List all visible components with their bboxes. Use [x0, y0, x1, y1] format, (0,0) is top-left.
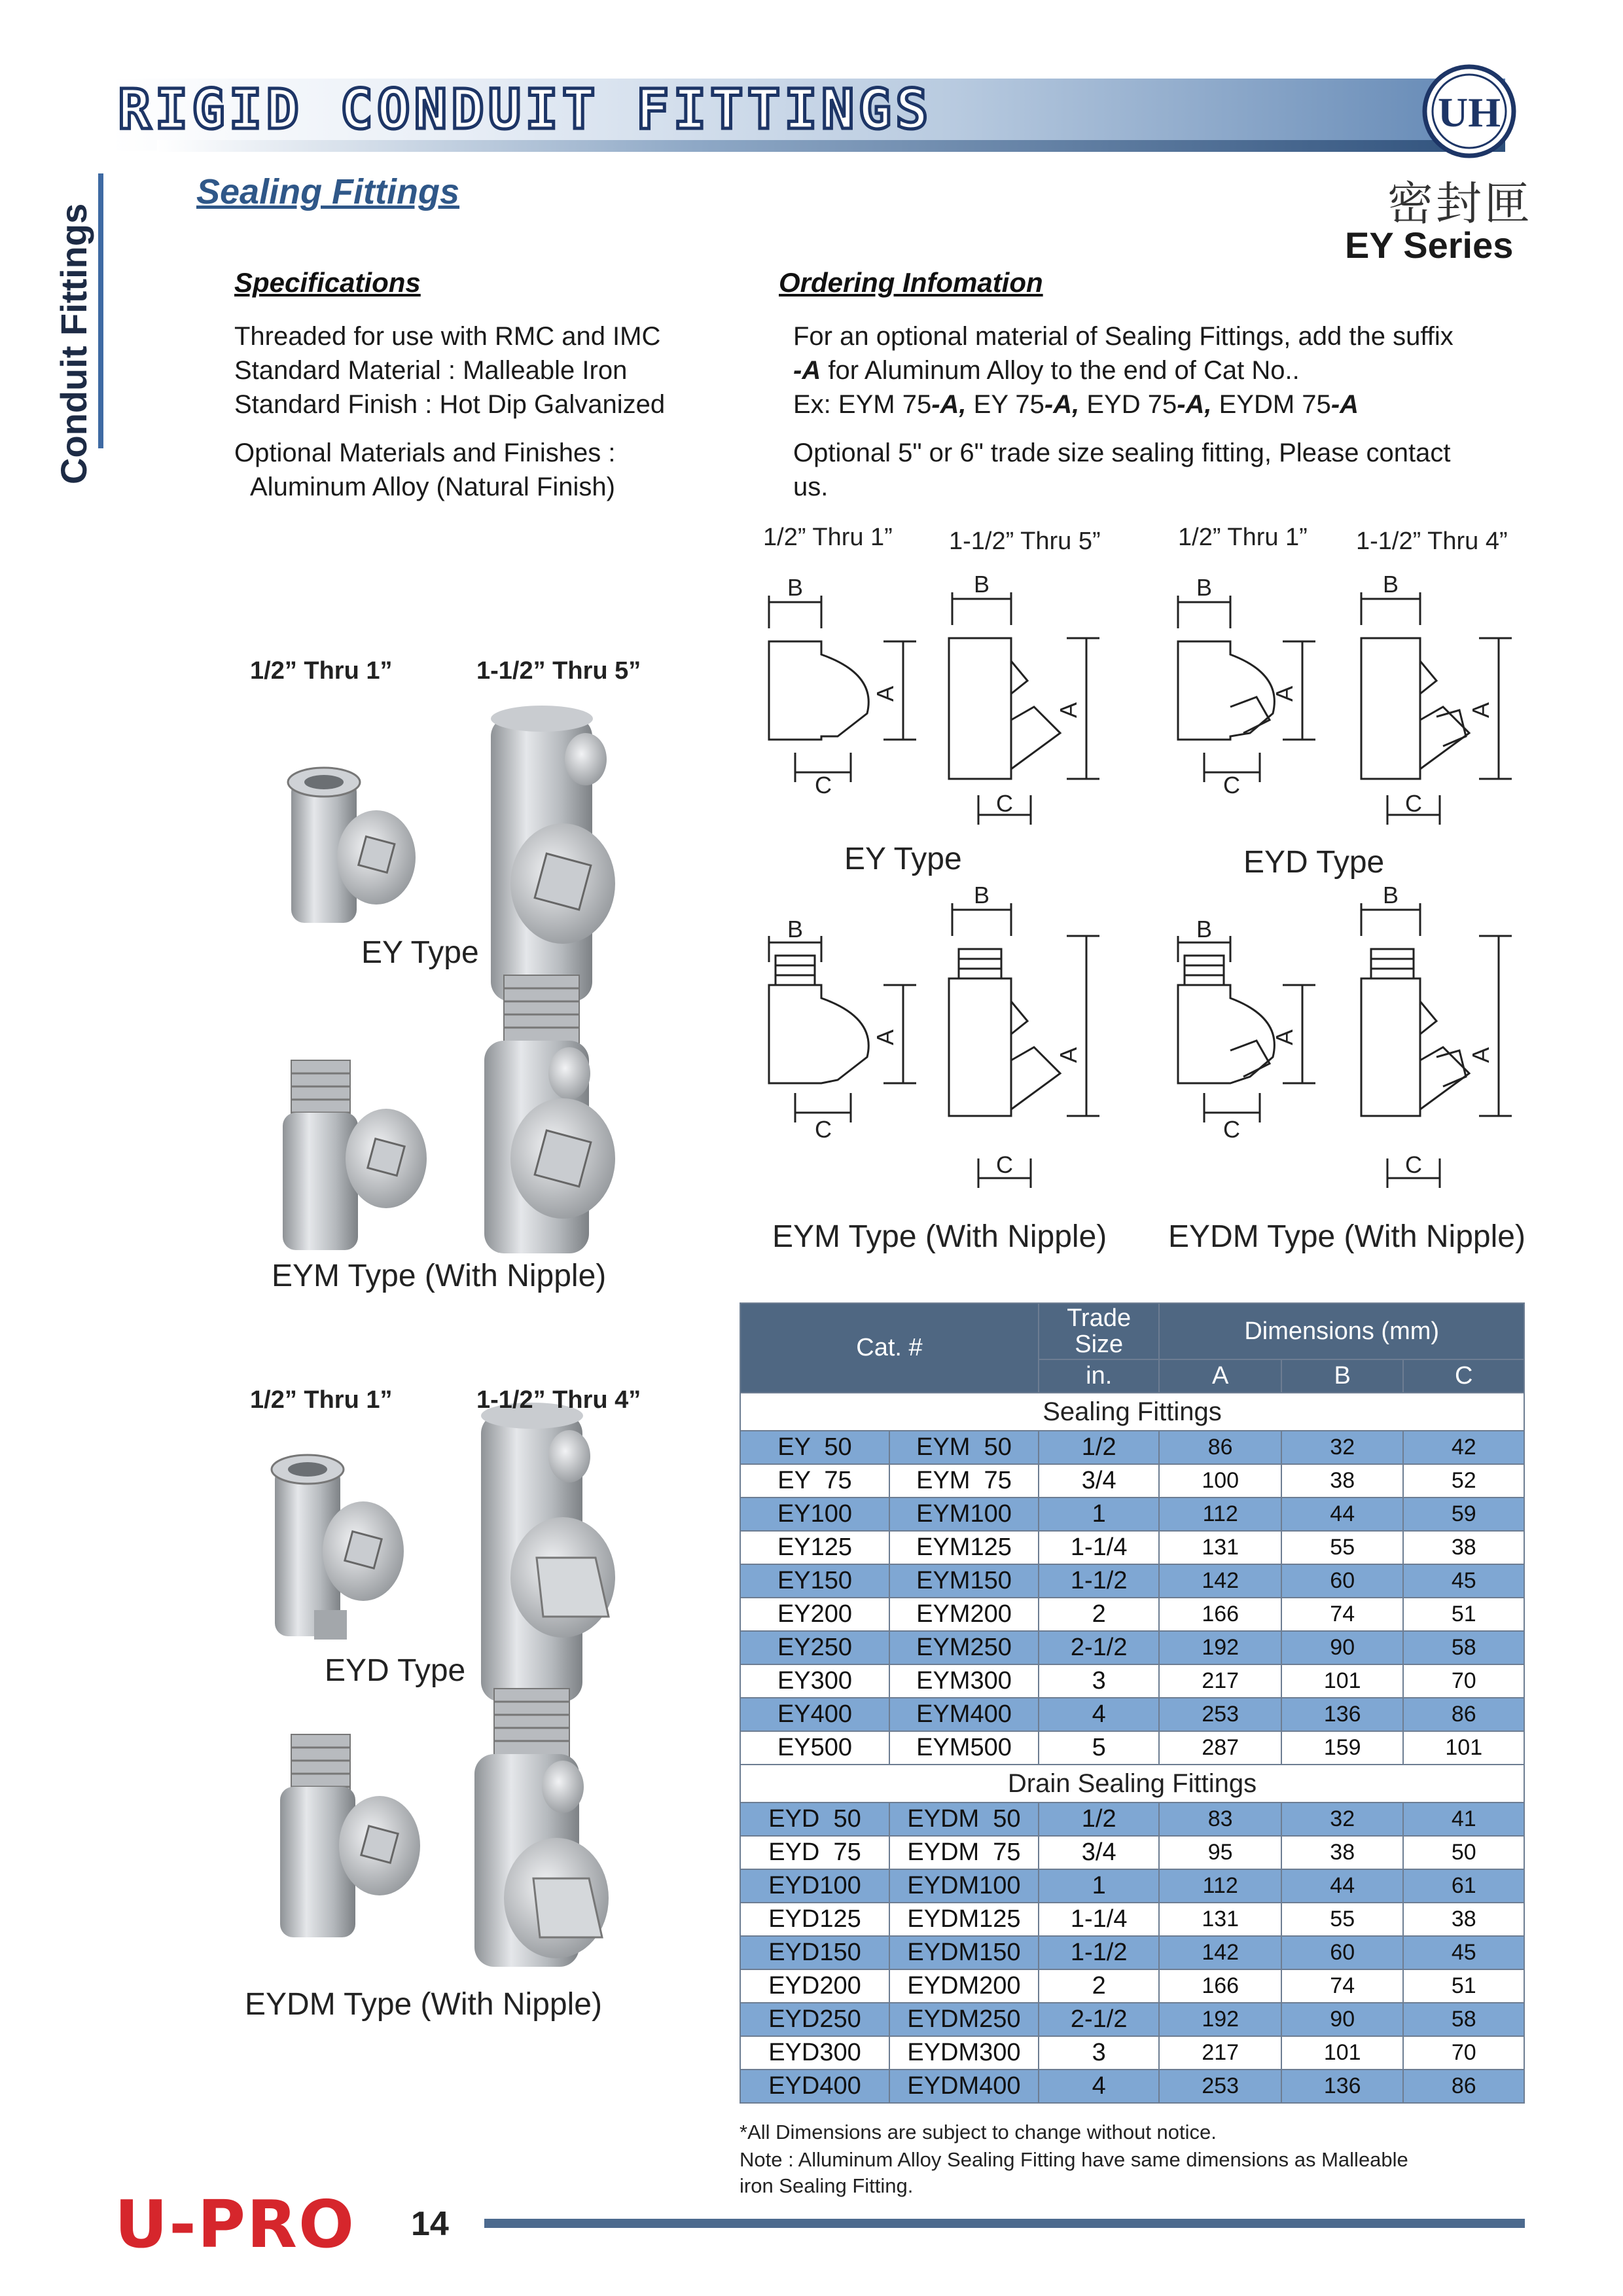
trade-size: 1-1/4 [1039, 1531, 1159, 1564]
dim-a-value: 131 [1159, 1903, 1281, 1936]
suffix-code: -A [793, 356, 821, 385]
dim-b-value: 44 [1281, 1869, 1404, 1903]
dim-c-value: 51 [1403, 1969, 1524, 2003]
trade-size: 4 [1039, 1698, 1159, 1731]
diagram-range-small: 1/2” Thru 1” [763, 524, 893, 551]
dim-a-value: 192 [1159, 2003, 1281, 2036]
dim-c-value: 45 [1403, 1936, 1524, 1969]
dim-b-value: 38 [1281, 1464, 1404, 1498]
dim-c: C [815, 772, 832, 798]
table-row [740, 1564, 1524, 1598]
dim-b: B [1196, 916, 1213, 942]
dim-a: A [1271, 685, 1298, 702]
example-suffix: -A, [931, 390, 967, 419]
cat-number: EY100 [740, 1498, 889, 1531]
cat-number-nipple: EYM200 [889, 1598, 1039, 1631]
photo-eyd-large [481, 1403, 615, 1702]
trade-size: 2 [1039, 1969, 1159, 2003]
dim-c-value: 59 [1403, 1498, 1524, 1531]
table-row [740, 2036, 1524, 2070]
dim-b-value: 55 [1281, 1903, 1404, 1936]
cat-number: EYD200 [740, 1969, 889, 2003]
cat-number: EY200 [740, 1598, 889, 1631]
photo-ey-large [491, 706, 615, 1001]
dim-a-value: 253 [1159, 1698, 1281, 1731]
dim-c-value: 86 [1403, 2070, 1524, 2103]
spec-optional-title: Optional Materials and Finishes : [234, 439, 616, 467]
dim-b-value: 74 [1281, 1598, 1404, 1631]
dim-c-value: 38 [1403, 1903, 1524, 1936]
chinese-title: 密封匣 [1387, 177, 1533, 230]
dim-b-value: 44 [1281, 1498, 1404, 1531]
trade-size: 1/2 [1039, 1803, 1159, 1836]
dim-a: A [1467, 702, 1494, 719]
trade-size: 1-1/2 [1039, 1936, 1159, 1969]
ordering-title: Ordering Infomation [779, 267, 1043, 298]
dim-b: B [973, 571, 990, 598]
example-suffix: -A, [1177, 390, 1212, 419]
dim-a: A [872, 685, 899, 702]
trade-size: 1 [1039, 1498, 1159, 1531]
table-row [740, 2070, 1524, 2103]
photo-eyd-small [272, 1455, 404, 1640]
photo-range-small: 1/2” Thru 1” [250, 657, 393, 685]
dim-b-value: 38 [1281, 1836, 1404, 1869]
col-a-header: A [1159, 1359, 1281, 1393]
dim-c-value: 58 [1403, 2003, 1524, 2036]
suffix-desc: for Aluminum Alloy to the end of Cat No.. [821, 356, 1300, 385]
dim-a-value: 86 [1159, 1431, 1281, 1464]
dim-c-value: 50 [1403, 1836, 1524, 1869]
dimensions-table [740, 1302, 1525, 2104]
dim-a-value: 142 [1159, 1564, 1281, 1598]
cat-number: EYD 50 [740, 1803, 889, 1836]
dim-c-value: 61 [1403, 1869, 1524, 1903]
dim-a: A [1055, 1047, 1082, 1064]
cat-number: EY500 [740, 1731, 889, 1765]
col-c-header: C [1403, 1359, 1524, 1393]
table-row [740, 1803, 1524, 1836]
trade-size: 2 [1039, 1598, 1159, 1631]
dim-a-value: 287 [1159, 1731, 1281, 1765]
table-row [740, 1664, 1524, 1698]
diagram-eym-small [769, 936, 916, 1122]
photo-range-small: 1/2” Thru 1” [250, 1386, 393, 1414]
diagram-range-large: 1-1/2” Thru 5” [949, 528, 1101, 555]
dim-a: A [872, 1029, 899, 1046]
trade-size: 3/4 [1039, 1836, 1159, 1869]
example-cat: EY 75 [966, 390, 1044, 419]
page-number: 14 [411, 2205, 449, 2243]
trade-size: 2-1/2 [1039, 1631, 1159, 1664]
cat-number-nipple: EYM400 [889, 1698, 1039, 1731]
footer-logo: U-PRO [115, 2186, 356, 2263]
cat-number: EYD250 [740, 2003, 889, 2036]
dim-c: C [1405, 1151, 1422, 1178]
table-row [740, 1836, 1524, 1869]
trade-size-header [1039, 1303, 1159, 1359]
cat-number-nipple: EYDM400 [889, 2070, 1039, 2103]
spec-line: Standard Material : Malleable Iron [234, 356, 628, 385]
unit-header: in. [1039, 1359, 1159, 1393]
photo-eyd-type-label: EYD Type [325, 1653, 466, 1688]
dim-a-value: 217 [1159, 2036, 1281, 2070]
table-row [740, 1936, 1524, 1969]
dim-b-value: 32 [1281, 1803, 1404, 1836]
cat-number: EY125 [740, 1531, 889, 1564]
photo-eym-small [283, 1060, 427, 1250]
dim-a-value: 100 [1159, 1464, 1281, 1498]
trade-size: 3 [1039, 2036, 1159, 2070]
dim-c-value: 42 [1403, 1431, 1524, 1464]
footnote-disclaimer: *All Dimensions are subject to change without notice. [740, 2121, 1217, 2144]
cat-number-nipple: EYDM300 [889, 2036, 1039, 2070]
dim-c-value: 41 [1403, 1803, 1524, 1836]
trade-size: 1 [1039, 1869, 1159, 1903]
cat-number: EYD300 [740, 2036, 889, 2070]
trade-size: 2-1/2 [1039, 2003, 1159, 2036]
diagram-eydm-small [1178, 936, 1315, 1122]
dim-b-value: 136 [1281, 1698, 1404, 1731]
cat-number: EYD150 [740, 1936, 889, 1969]
drain-section [740, 1765, 1524, 2103]
cat-number: EY250 [740, 1631, 889, 1664]
diagram-eym-large [949, 903, 1099, 1188]
table-row [740, 1431, 1524, 1464]
dim-c-value: 51 [1403, 1598, 1524, 1631]
table-row [740, 1903, 1524, 1936]
table-row [740, 1969, 1524, 2003]
brand-mark-text: UH [1438, 89, 1501, 135]
cat-number: EY300 [740, 1664, 889, 1698]
dim-a: A [1467, 1047, 1494, 1064]
cat-number-nipple: EYM500 [889, 1731, 1039, 1765]
cat-number-nipple: EYM 50 [889, 1431, 1039, 1464]
section-row [740, 1765, 1524, 1803]
dim-b-value: 55 [1281, 1531, 1404, 1564]
dim-a-value: 142 [1159, 1936, 1281, 1969]
dim-b-value: 60 [1281, 1564, 1404, 1598]
dim-c-value: 52 [1403, 1464, 1524, 1498]
section-title: Sealing Fittings [196, 172, 460, 211]
dim-a: A [1271, 1029, 1298, 1046]
photo-eym-large [484, 975, 615, 1253]
dim-c: C [1223, 772, 1240, 798]
cat-number-nipple: EYDM100 [889, 1869, 1039, 1903]
table-row [740, 1731, 1524, 1765]
cat-number-nipple: EYDM200 [889, 1969, 1039, 2003]
cat-number: EYD100 [740, 1869, 889, 1903]
dim-a-value: 166 [1159, 1969, 1281, 2003]
footnote-note: Note : Alluminum Alloy Sealing Fitting have same dimensions as Malleable [740, 2148, 1408, 2171]
diagram-range-small: 1/2” Thru 1” [1178, 524, 1308, 551]
technical-drawings [769, 592, 1512, 1188]
cat-number: EY150 [740, 1564, 889, 1598]
cat-header: Cat. # [740, 1303, 1039, 1393]
dim-a-value: 217 [1159, 1664, 1281, 1698]
table-row [740, 1631, 1524, 1664]
dim-b: B [787, 916, 804, 942]
dim-c: C [996, 790, 1013, 817]
table-row [740, 1598, 1524, 1631]
ordering-optional-2: us. [793, 473, 829, 501]
dim-b-value: 60 [1281, 1936, 1404, 1969]
dim-c-value: 38 [1403, 1531, 1524, 1564]
trade-size: 1-1/4 [1039, 1903, 1159, 1936]
table-row [740, 1698, 1524, 1731]
trade-size: 1/2 [1039, 1431, 1159, 1464]
cat-number-nipple: EYDM 75 [889, 1836, 1039, 1869]
diagram-eym-type-label: EYM Type (With Nipple) [772, 1219, 1107, 1254]
example-prefix: Ex: [793, 390, 838, 419]
cat-number-nipple: EYM150 [889, 1564, 1039, 1598]
specifications-title: Specifications [234, 267, 421, 298]
table-row [740, 2003, 1524, 2036]
cat-number-nipple: EYDM125 [889, 1903, 1039, 1936]
dim-c: C [996, 1151, 1013, 1178]
cat-number-nipple: EYM 75 [889, 1464, 1039, 1498]
cat-number-nipple: EYDM 50 [889, 1803, 1039, 1836]
trade-size: 1-1/2 [1039, 1564, 1159, 1598]
dim-b-value: 101 [1281, 1664, 1404, 1698]
dim-b-value: 159 [1281, 1731, 1404, 1765]
example-cat: EYD 75 [1079, 390, 1177, 419]
dim-c-value: 58 [1403, 1631, 1524, 1664]
dim-a-value: 192 [1159, 1631, 1281, 1664]
cat-number: EY 50 [740, 1431, 889, 1464]
ordering-optional: Optional 5" or 6" trade size sealing fitting, Please contact [793, 439, 1451, 467]
table-row [740, 1498, 1524, 1531]
dim-b-value: 101 [1281, 2036, 1404, 2070]
footnote-note-cont: iron Sealing Fitting. [740, 2174, 914, 2197]
table-row [740, 1464, 1524, 1498]
dim-a-value: 83 [1159, 1803, 1281, 1836]
photo-eydm-small [280, 1734, 420, 1937]
photo-ey-small [288, 768, 416, 923]
dim-a-value: 131 [1159, 1531, 1281, 1564]
cat-number: EYD125 [740, 1903, 889, 1936]
diagram-eydm-type-label: EYDM Type (With Nipple) [1168, 1219, 1525, 1254]
photo-ey-type-label: EY Type [361, 935, 479, 970]
cat-number-nipple: EYM300 [889, 1664, 1039, 1698]
cat-number: EY400 [740, 1698, 889, 1731]
diagram-range-large: 1-1/2” Thru 4” [1356, 528, 1508, 555]
dim-b: B [787, 574, 804, 601]
example-suffix: -A [1330, 390, 1359, 419]
cat-number: EY 75 [740, 1464, 889, 1498]
dim-a-value: 253 [1159, 2070, 1281, 2103]
sealing-section [740, 1393, 1524, 1765]
example-cat: EYDM 75 [1211, 390, 1331, 419]
trade-size: 3/4 [1039, 1464, 1159, 1498]
dim-b-value: 32 [1281, 1431, 1404, 1464]
dim-c-value: 70 [1403, 2036, 1524, 2070]
dim-b-value: 90 [1281, 2003, 1404, 2036]
trade-size-text: Trade Size [1067, 1304, 1132, 1358]
side-label: Conduit Fittings [53, 203, 94, 484]
dim-a: A [1055, 702, 1082, 719]
ordering-line: For an optional material of Sealing Fittings, add the suffix [793, 322, 1454, 351]
dim-c: C [815, 1116, 832, 1143]
cat-number: EYD 75 [740, 1836, 889, 1869]
table-row [740, 1869, 1524, 1903]
dim-a-value: 95 [1159, 1836, 1281, 1869]
dim-a-value: 166 [1159, 1598, 1281, 1631]
dim-a-value: 112 [1159, 1498, 1281, 1531]
cat-number: EYD400 [740, 2070, 889, 2103]
trade-size: 3 [1039, 1664, 1159, 1698]
series-title: EY Series [1345, 224, 1514, 266]
example-cat: EYM 75 [838, 390, 932, 419]
table-row [740, 1531, 1524, 1564]
sealing-section-title: Sealing Fittings [740, 1393, 1524, 1431]
dim-b: B [973, 882, 990, 908]
cat-number-nipple: EYDM250 [889, 2003, 1039, 2036]
photo-eydm-type-label: EYDM Type (With Nipple) [245, 1987, 602, 2022]
trade-size: 4 [1039, 2070, 1159, 2103]
col-b-header: B [1281, 1359, 1404, 1393]
cat-number-nipple: EYM250 [889, 1631, 1039, 1664]
dim-b-value: 90 [1281, 1631, 1404, 1664]
dim-b: B [1196, 574, 1213, 601]
cat-number-nipple: EYM125 [889, 1531, 1039, 1564]
dim-c-value: 86 [1403, 1698, 1524, 1731]
cat-number-nipple: EYDM150 [889, 1936, 1039, 1969]
section-row [740, 1393, 1524, 1431]
dim-c-value: 45 [1403, 1564, 1524, 1598]
dim-c-value: 70 [1403, 1664, 1524, 1698]
spec-line: Threaded for use with RMC and IMC [234, 322, 661, 351]
photo-range-large: 1-1/2” Thru 5” [476, 657, 641, 685]
spec-optional-value: Aluminum Alloy (Natural Finish) [250, 473, 615, 501]
spec-line: Standard Finish : Hot Dip Galvanized [234, 390, 666, 419]
dim-a-value: 112 [1159, 1869, 1281, 1903]
photo-eydm-large [474, 1689, 609, 1967]
dimensions-header: Dimensions (mm) [1159, 1303, 1524, 1359]
diagram-eyd-type-label: EYD Type [1243, 845, 1385, 880]
cat-number-nipple: EYM100 [889, 1498, 1039, 1531]
trade-size: 5 [1039, 1731, 1159, 1765]
dim-c: C [1223, 1116, 1240, 1143]
footer-rule [484, 2219, 1525, 2228]
header-title: RIGID CONDUIT FITTINGS [118, 77, 933, 141]
diagram-eydm-large [1361, 903, 1512, 1188]
dim-b-value: 136 [1281, 2070, 1404, 2103]
photo-range-large: 1-1/2” Thru 4” [476, 1386, 641, 1414]
dim-b: B [1382, 882, 1399, 908]
drain-section-title: Drain Sealing Fittings [740, 1765, 1524, 1803]
dim-c-value: 101 [1403, 1731, 1524, 1765]
dim-c: C [1405, 790, 1422, 817]
dim-b: B [1382, 571, 1399, 598]
table-header-row [740, 1303, 1524, 1359]
dim-b-value: 74 [1281, 1969, 1404, 2003]
diagram-ey-type-label: EY Type [844, 842, 962, 876]
photo-eym-type-label: EYM Type (With Nipple) [272, 1259, 607, 1293]
example-suffix: -A, [1044, 390, 1080, 419]
